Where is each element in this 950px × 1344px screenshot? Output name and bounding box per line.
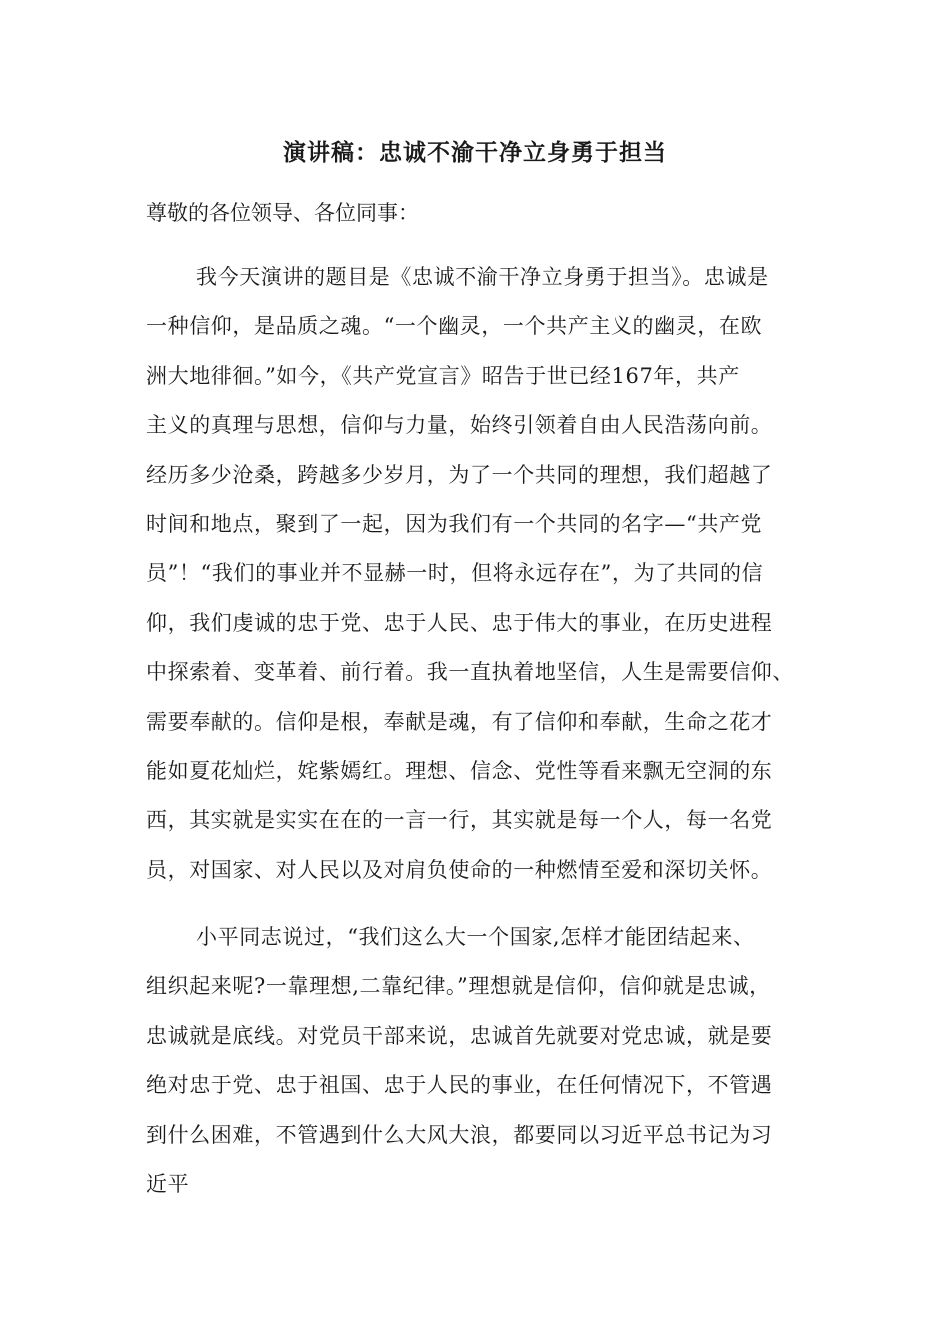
paragraph-line: 我今天演讲的题目是《忠诚不渝干净立身勇于担当》。忠诚是 — [196, 265, 769, 289]
paragraph-line: 需要奉献的。信仰是根，奉献是魂，有了信仰和奉献，生命之花才 — [146, 709, 773, 734]
salutation: 尊敬的各位领导、各位同事： — [146, 201, 419, 225]
paragraph-line: 忠诚就是底线。对党员干部来说，忠诚首先就要对党忠诚，就是要 — [146, 1023, 773, 1048]
paragraph-line: 经历多少沧桑，跨越多少岁月，为了一个共同的理想，我们超越了 — [146, 462, 773, 487]
paragraph-line: 近平 — [146, 1172, 190, 1197]
paragraph-line: 小平同志说过，“我们这么大一个国家,怎样才能团结起来、 — [196, 925, 755, 949]
paragraph-line: 员，对国家、对人民以及对肩负使命的一种燃情至爱和深切关怀。 — [146, 857, 773, 882]
paragraph-line: 组织起来呢?一靠理想,二靠纪律。”理想就是信仰，信仰就是忠诚， — [146, 974, 771, 999]
paragraph — [146, 253, 806, 895]
paragraph-line: 仰，我们虔诚的忠于党、忠于人民、忠于伟大的事业，在历史进程 — [146, 610, 773, 635]
document-title: 演讲稿：忠诚不渝干净立身勇于担当 — [283, 139, 667, 166]
paragraph-line: 绝对忠于党、忠于祖国、忠于人民的事业，在任何情况下，不管遇 — [146, 1073, 773, 1098]
paragraph — [146, 913, 806, 1209]
paragraph-line: 一种信仰，是品质之魂。“一个幽灵，一个共产主义的幽灵，在欧 — [146, 314, 763, 339]
paragraph-line: 中探索着、变革着、前行着。我一直执着地坚信，人生是需要信仰、 — [146, 660, 794, 685]
paragraph-line: 员”！“我们的事业并不显赫一时，但将永远存在”，为了共同的信 — [146, 561, 764, 586]
paragraph-line: 西，其实就是实实在在的一言一行，其实就是每一个人，每一名党 — [146, 808, 773, 833]
paragraph-line: 到什么困难，不管遇到什么大风大浪，都要同以习近平总书记为习 — [146, 1122, 773, 1147]
paragraph-line: 时间和地点，聚到了一起，因为我们有一个共同的名字—“共产党 — [146, 512, 763, 537]
paragraph-line: 主义的真理与思想，信仰与力量，始终引领着自由人民浩荡向前。 — [146, 413, 773, 438]
paragraph-line: 能如夏花灿烂，姹紫嫣红。理想、信念、党性等看来飘无空洞的东 — [146, 759, 773, 784]
paragraph-line: 洲大地徘徊。”如今，《共产党宣言》昭告于世已经167年，共产 — [146, 363, 740, 388]
